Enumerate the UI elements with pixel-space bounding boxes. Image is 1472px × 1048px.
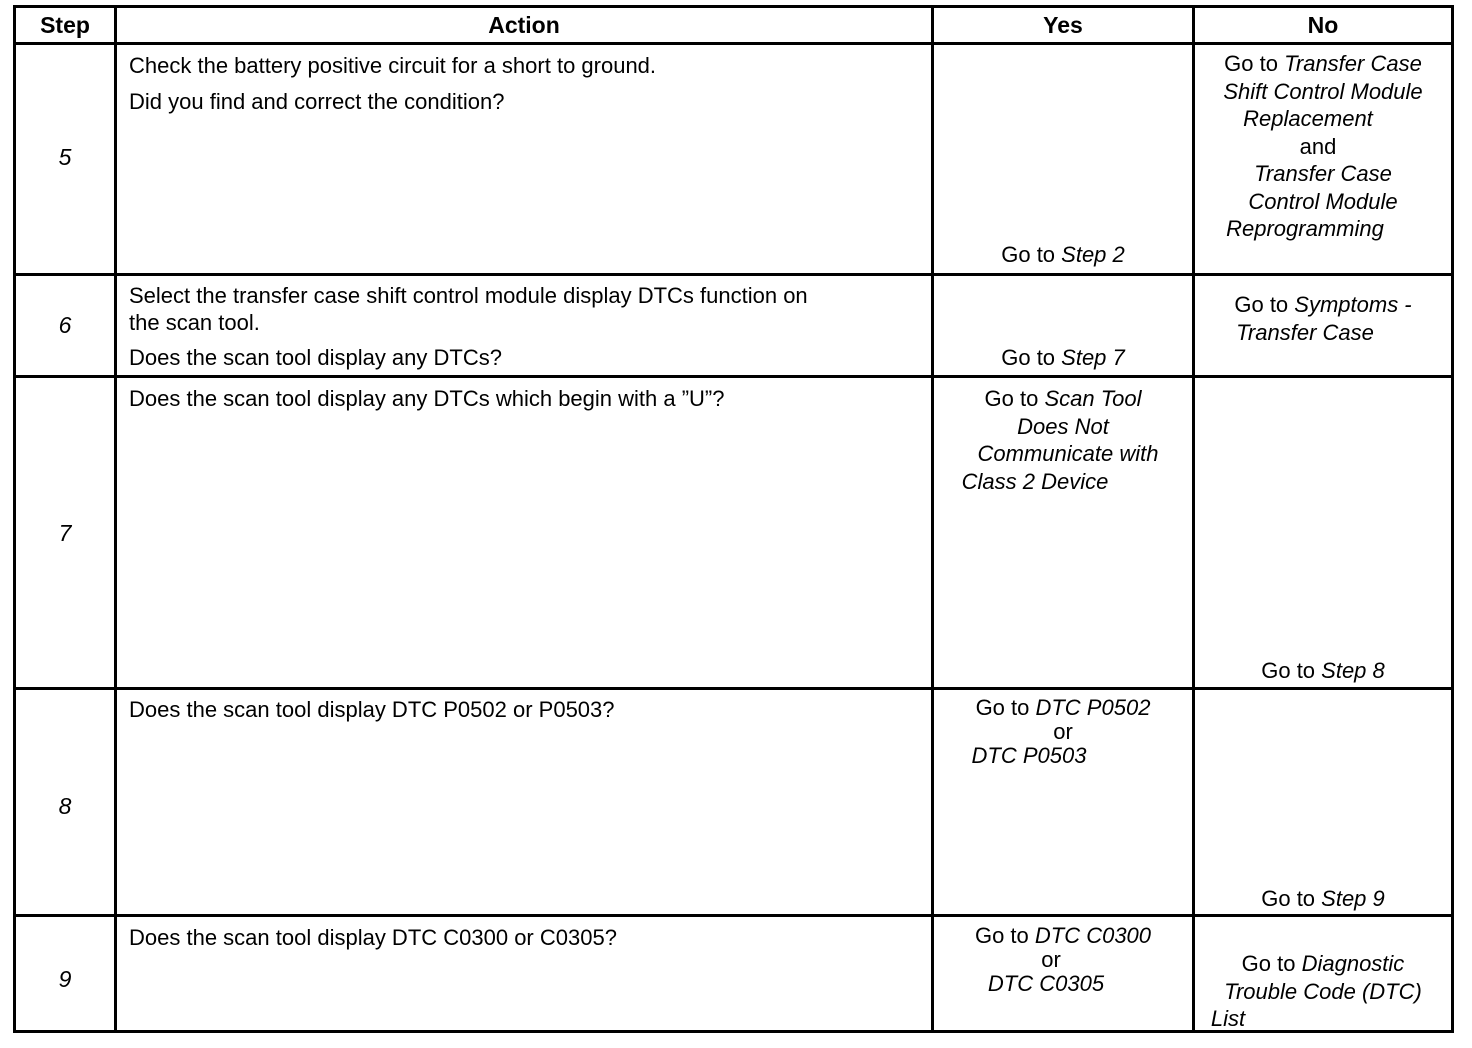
header-yes: Yes [934,8,1195,42]
step-number: 7 [58,520,72,546]
no-outcome: Go to Diagnostic Trouble Code (DTC) List [1210,951,1422,1031]
header-step: Step [16,8,117,42]
table-header-row [16,8,1451,45]
no-outcome: Go to Step 8 [1261,658,1385,683]
connector: and [1299,133,1337,159]
table-row-step-6 [16,276,1451,378]
step-reference: Step 2 [1061,242,1125,267]
step-reference: Step 9 [1321,886,1385,911]
table-row-step-9 [16,917,1451,1030]
diagnostic-table [13,5,1454,1033]
yes-outcome: Go to Step 7 [1001,345,1125,370]
connector: or [1041,947,1061,972]
step-number: 6 [58,312,72,338]
procedure-reference: DTC P0502 [1035,695,1151,720]
procedure-reference: DTC P0503 [971,743,1087,768]
table-row-step-8 [16,690,1451,917]
connector: or [1053,719,1073,744]
no-outcome: Go to Step 9 [1261,886,1385,911]
no-outcome: Go to Transfer Case Shift Control Module Replacement and Transfer Case Control Module Reprogramming [1195,50,1451,243]
step-reference: Step 8 [1321,658,1385,683]
no-outcome: Go to Symptoms - Transfer Case [1234,292,1412,345]
procedure-reference: DTC C0305 [987,971,1105,996]
header-no: No [1307,12,1339,38]
step-number: 5 [58,144,72,170]
yes-outcome: Go to Step 2 [1001,242,1125,267]
procedure-reference: Transfer Case [1284,51,1422,76]
action-text: Select the transfer case shift control module display DTCs function on [129,283,808,308]
action-question: Does the scan tool display DTC C0300 or C0305? [129,925,617,950]
yes-outcome: Go to DTC C0300 or DTC C0305 [934,924,1192,996]
procedure-reference: Transfer Case [1254,161,1392,186]
step-number: 9 [58,966,72,992]
yes-outcome: Go to DTC P0502 or DTC P0503 [934,696,1192,768]
yes-outcome: Go to Scan Tool Does Not Communicate with Class 2 Device [961,386,1159,494]
table-row-step-5 [16,45,1451,276]
step-reference: Step 7 [1061,345,1125,370]
procedure-reference: Diagnostic [1301,951,1405,976]
procedure-reference: Symptoms - [1294,292,1412,317]
procedure-reference: DTC C0300 [1034,923,1152,948]
action-question: Does the scan tool display DTC P0502 or P0503? [129,697,615,722]
procedure-reference: Scan Tool [1044,386,1142,411]
table-row-step-7 [16,378,1451,690]
action-text: Check the battery positive circuit for a short to ground. [129,53,657,78]
action-question: Does the scan tool display any DTCs? [129,345,502,370]
step-number: 8 [58,793,72,819]
action-question: Does the scan tool display any DTCs which begin with a ”U”? [129,386,725,411]
header-action: Action [117,8,934,42]
action-text: the scan tool. [129,310,260,335]
action-question: Did you find and correct the condition? [129,89,505,114]
